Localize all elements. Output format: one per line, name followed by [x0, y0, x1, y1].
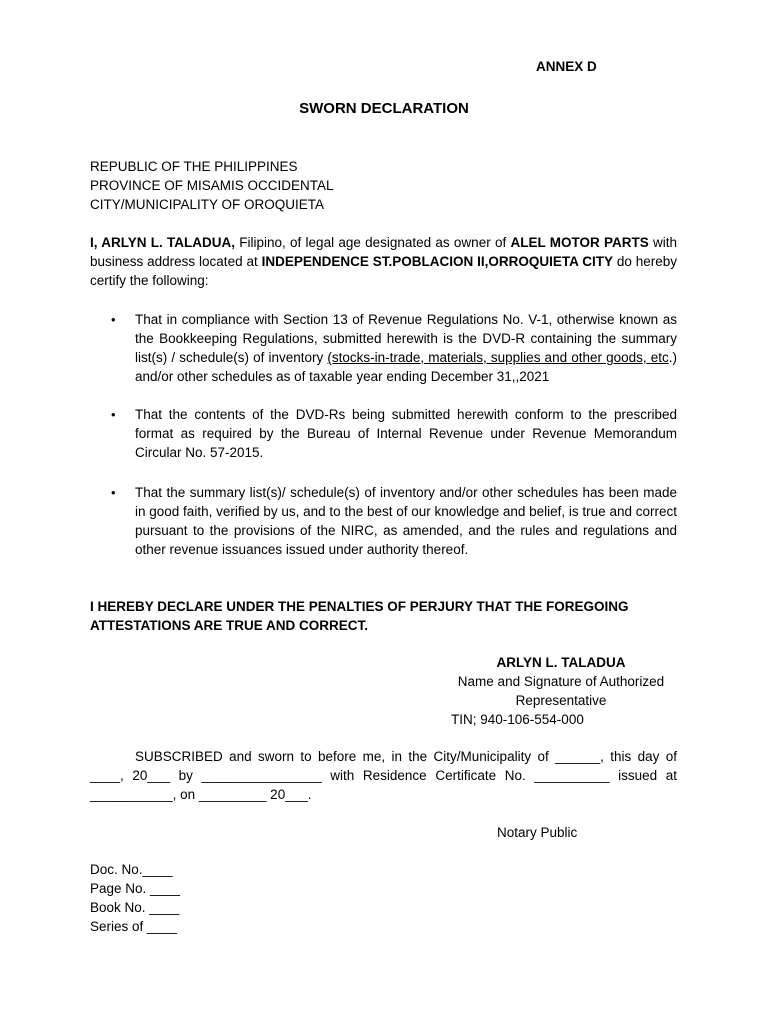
bullet-icon: •: [111, 485, 116, 500]
bullet1-underlined: (stocks-in-trade, materials, supplies and other goods, etc: [327, 350, 669, 365]
business-name: ALEL MOTOR PARTS: [510, 235, 649, 250]
bullet-text-2: That the contents of the DVD-Rs being submitted herewith conform to the prescribed format as required by the Bureau of Internal Revenue under Revenue Memorandum Circular No. 57-2015.: [135, 407, 677, 460]
bullet1-text-b: .) and/or other schedules as of taxable year ending December 31,,2021: [135, 350, 677, 384]
annex-label: ANNEX D: [536, 59, 597, 74]
list-item: [90, 310, 677, 386]
bullet-icon: •: [111, 312, 116, 327]
jurat-paragraph: SUBSCRIBED and sworn to before me, in the City/Municipality of ______, this day of ____, 20___ by ________________ with Residence Certificate No. __________ issued at ___________, on _________ 20___.: [90, 749, 677, 802]
signature-block: [451, 653, 671, 710]
intro-text-3: do hereby certify the following:: [90, 254, 678, 288]
bullet1-text-a: That in compliance with Section 13 of Revenue Regulations No. V-1, otherwise known as the Bookkeeping Regulations, submitted herewith is the DVD-R containing the summary list(s) / schedule(s) of inventory: [135, 312, 677, 365]
intro-text-2: with business address located at: [90, 235, 677, 269]
header-block: [90, 157, 677, 214]
docket-block: [90, 860, 180, 936]
bullet-text-3: That the summary list(s)/ schedule(s) of inventory and/or other schedules has been made in good faith, verified by us, and to the best of our knowledge and belief, is true and correct pursuant to the provisions of the NIRC, as amended, and the rules and regulations and other revenue issuances issued under authority thereof.: [135, 485, 677, 557]
list-item: [90, 405, 677, 462]
document-title: SWORN DECLARATION: [299, 100, 469, 117]
signatory-name: ARLYN L. TALADUA: [496, 655, 626, 670]
business-address: INDEPENDENCE ST.POBLACION II,ORROQUIETA CITY: [261, 254, 613, 269]
header-line-province: PROVINCE OF MISAMIS OCCIDENTAL: [90, 178, 334, 193]
declarant-name: I, ARLYN L. TALADUA,: [90, 235, 236, 250]
perjury-declaration: I HEREBY DECLARE UNDER THE PENALTIES OF PERJURY THAT THE FOREGOING ATTESTATIONS ARE TRUE AND CORRECT.: [90, 599, 629, 633]
intro-paragraph: [90, 233, 677, 290]
bullet-icon: •: [111, 407, 116, 422]
header-line-city: CITY/MUNICIPALITY OF OROQUIETA: [90, 197, 325, 212]
signatory-caption: Name and Signature of Authorized: [457, 674, 665, 689]
signatory-role: Representative: [515, 693, 607, 708]
intro-text-1: Filipino, of legal age designated as owner of: [235, 235, 511, 250]
bullet-text-1: [135, 310, 677, 386]
signatory-tin: TIN; 940-106-554-000: [451, 712, 584, 727]
header-line-republic: REPUBLIC OF THE PHILIPPINES: [90, 159, 298, 174]
notary-label: Notary Public: [497, 825, 578, 840]
page-no: Page No. ____: [90, 881, 181, 896]
doc-no: Doc. No.____: [90, 862, 173, 877]
list-item: [90, 483, 677, 559]
book-no: Book No. ____: [90, 900, 180, 915]
series-of: Series of ____: [90, 919, 178, 934]
